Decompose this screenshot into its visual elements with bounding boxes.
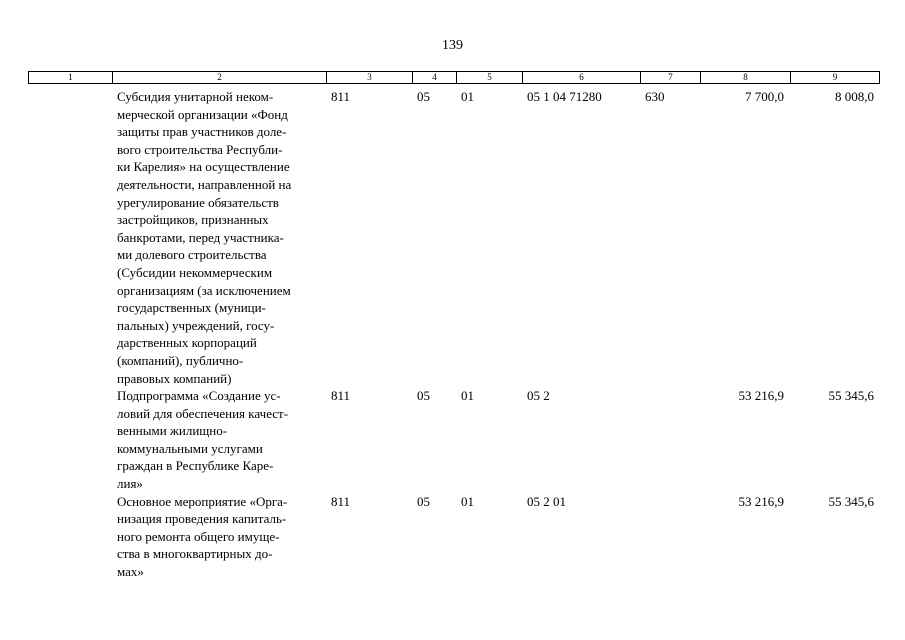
header-cell-5: 5: [457, 72, 523, 83]
row-cell-col1: [28, 88, 112, 387]
table-header-row: [28, 71, 880, 84]
header-cell-8: 8: [701, 72, 791, 83]
header-cell-6: 6: [523, 72, 641, 83]
row-cell-subsection: 01: [461, 493, 474, 509]
row-cell-subsection: 01: [461, 388, 474, 404]
row-cell-name: Подпрограмма «Создание ус- ловий для обеспечения качест- венными жилищно- коммунальными услугами граждан в Республике Каре- лия»: [117, 388, 289, 492]
row-cell-expense-type: [640, 387, 700, 493]
row-cell-section: 05: [417, 493, 430, 509]
header-cell-3: 3: [327, 72, 413, 83]
row-cell-subsection: 01: [461, 89, 474, 104]
row-cell-target: 05 1 04 71280: [527, 89, 602, 104]
row-cell-target: 05 2: [527, 388, 550, 404]
header-cell-4: 4: [413, 72, 457, 83]
table-row: [28, 88, 880, 387]
header-cell-2: 2: [113, 72, 327, 83]
page-number: 139: [442, 38, 463, 53]
row-cell-amount-1: 53 216,9: [738, 388, 784, 404]
row-cell-ministry: 811: [331, 388, 351, 404]
row-cell-amount-2: 8 008,0: [835, 89, 874, 104]
row-cell-name: Основное мероприятие «Орга- низация проведения капиталь- ного ремонта общего имуще- ства в многоквартирных до- мах»: [117, 493, 288, 580]
row-cell-col1: [28, 493, 112, 581]
row-cell-target: 05 2 01: [527, 493, 566, 509]
table-row: [28, 493, 880, 581]
row-cell-amount-1: 7 700,0: [745, 89, 784, 104]
row-cell-expense-type: [640, 493, 700, 581]
row-cell-amount-1: 53 216,9: [738, 493, 784, 509]
row-cell-amount-2: 55 345,6: [828, 493, 874, 509]
table-row: [28, 387, 880, 493]
header-cell-9: 9: [832, 72, 838, 82]
row-cell-col1: [28, 387, 112, 493]
row-cell-ministry: 811: [331, 493, 351, 509]
row-cell-section: 05: [417, 89, 430, 104]
row-cell-name: Субсидия унитарной неком- мерческой организации «Фонд защиты прав участников доле- вого строительства Республи- ки Карелия» на осуществление деятельности, направленной на урегулирование обязательств застройщиков, признанных банкротами, перед участника- ми долевого строительства (Субсидии некоммерческим организациям (за исключением государственных (муници- пальных) учреждений, госу- дарственных корпораций (компаний), публично- правовых компаний): [117, 89, 292, 386]
row-cell-amount-2: 55 345,6: [828, 388, 874, 404]
row-cell-section: 05: [417, 388, 430, 404]
row-cell-expense-type: 630: [645, 89, 665, 104]
row-cell-ministry: 811: [331, 89, 351, 104]
header-cell-7: 7: [641, 72, 701, 83]
table-body: [28, 88, 880, 581]
header-cell-1: 1: [29, 72, 113, 83]
